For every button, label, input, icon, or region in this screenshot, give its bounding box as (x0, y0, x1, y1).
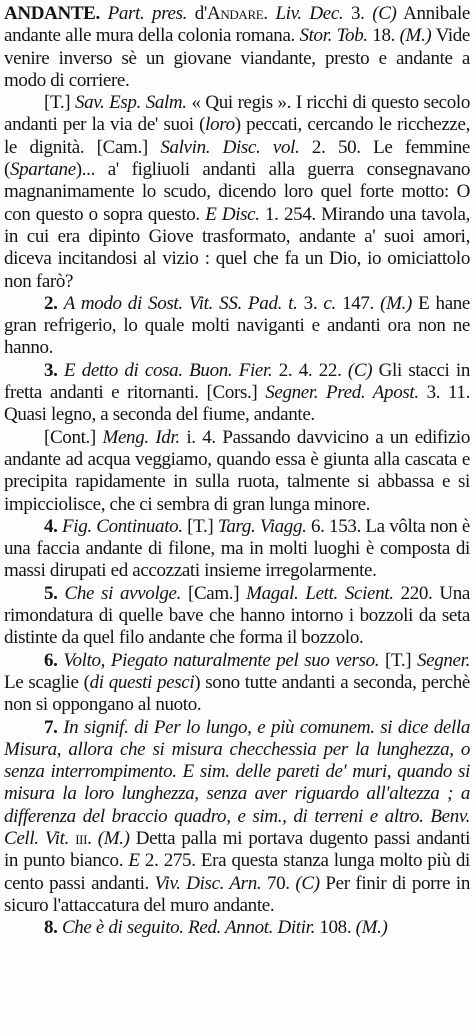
entry-text: 70. (261, 872, 296, 894)
citation-source-text: E detto di cosa. Buon. Fier. (64, 359, 273, 381)
entry-text: 1. 254. Mirando una tavola, in cui era dipinto Giove trasformato, andante a' suoi amori, diceva incitandosi al vizio : quel che fa un Dio, io omiciattolo non farò? (4, 203, 470, 292)
entry-text: 2. 275. Era questa stanza lunga molto più di cento passi andanti. (4, 850, 470, 894)
sense-2-paragraph (4, 293, 470, 360)
citation-source-text: Targ. Viagg. (217, 515, 307, 537)
entry-text: ) peccati, cercando le ricchezze, le dignità. [Cam.] (4, 114, 470, 158)
entry-text: [T.] (44, 92, 75, 114)
entry-text: Andare. (206, 3, 268, 24)
sense-number: 3. (44, 359, 64, 381)
citation-source-text: Spartane (9, 159, 76, 181)
citation-source-text: Viv. Disc. Arn. (154, 872, 262, 894)
citation-source-text: Liv. Dec. (267, 3, 344, 24)
entry-text: Detta palla mi portava dugento passi andanti in punto bianco. (4, 827, 470, 872)
citation-source-text: E Disc. (205, 203, 260, 225)
citation-source-text: (M.) (97, 827, 130, 849)
entry-text: Vide venire inverso sè un giovane viandante, presto e andante a modo di corriere. (4, 25, 470, 91)
citation-source-text: c. (323, 292, 336, 314)
entry-text: 2. 50. Le femmine ( (4, 136, 470, 181)
citation-source-text: Segner. (417, 649, 470, 671)
headword-paragraph (4, 3, 470, 92)
citation-source-text: Segner. Pred. Apost. (265, 382, 419, 404)
citation-source-text: (M.) (355, 917, 388, 939)
sense-number: 6. (44, 649, 64, 671)
entry-text: 3. (297, 292, 324, 314)
entry-text: 108. (314, 917, 356, 939)
entry-text: 2. 4. 22. (272, 359, 348, 381)
entry-text: 147. (335, 292, 381, 314)
citation-source-text: Sav. Esp. Salm. (74, 92, 187, 114)
citation-source-text: Stor. Tob. (299, 25, 368, 47)
sense-number: 5. (44, 582, 65, 604)
dictionary-entry-andante (4, 3, 470, 939)
citation-source-text: Volto, Piegato naturalmente pel suo verso. (63, 649, 380, 671)
entry-text: 220. Una rimondatura di quelle bave che hanno intorno i bozzoli da seta distinte da quel filo andante che forma il bozzolo. (4, 582, 470, 649)
entry-text: [Cam.] (181, 582, 247, 604)
citation-source-text: di questi pesci (89, 671, 195, 693)
entry-text: 3. (343, 3, 373, 24)
citation-source-text: Che si avvolge. (64, 582, 182, 604)
sense-4-paragraph (4, 516, 470, 583)
sense-6-paragraph (4, 650, 470, 717)
citation-source-text: Che è di seguito. Red. Annot. Ditir. (61, 917, 315, 939)
entry-text: [Cont.] (44, 426, 103, 448)
citation-source-text: Meng. Idr. (102, 426, 180, 448)
entry-text: ) sono tutte andanti a seconda, perchè non si oppongano al nuoto. (4, 671, 470, 716)
entry-text: Gli stacci in fretta andanti e ritornanti. [Cors.] (4, 359, 470, 404)
entry-text: d' (187, 3, 207, 24)
sense-number: 7. (44, 716, 64, 738)
citation-source-text: In signif. di Per lo lungo, e più comunem. si dice della Misura, allora che si misura checchessia per la lunghezza, o senza interrompimento. E sim. delle pareti de' muri, quando si misura la loro lunghezza, senza aver riguardo all'altezza ; a differenza del braccio quadro, e sim., di terreni e altro. Benv. Cell. Vit. (4, 716, 470, 849)
entry-text: i. 4. Passando davvicino a un edifizio andante ad acqua veggiamo, quando essa è giunta alla cascata e precipita rapidamente in sulla ruota, talmente si abbassa e si impicciolisce, che ci sembra di gran lunga minore. (4, 426, 470, 515)
citation-source-text: (C) (347, 359, 373, 381)
sense-3-paragraph (4, 360, 470, 427)
entry-text: E hane gran refrigerio, lo quale molti naviganti e andanti ora non ne hanno. (4, 292, 471, 359)
sense-number: 4. (44, 515, 63, 537)
entry-text: 3. 11. Quasi legno, a seconda del fiume, andante. (4, 382, 470, 426)
citation-source-text: loro (205, 114, 235, 136)
entry-text: 6. 153. La vôlta non è una faccia andante di filone, ma in molti luoghi è composta di massi dirupati ed accozzati insieme irregolarmente. (4, 515, 470, 582)
entry-text: Per finir di porre in sicuro l'attaccatura del muro andante. (4, 872, 470, 916)
citation-source-text: (C) (372, 3, 397, 24)
citation-source-text: (M.) (399, 25, 432, 47)
entry-text: Annibale andante alle mura della colonia romana. (4, 3, 470, 47)
citation-source-text: Fig. Continuato. (62, 515, 183, 537)
citation-source-text: Salvin. Disc. vol. (160, 136, 300, 158)
citation-paragraph (4, 92, 470, 293)
citation-source-text: Magal. Lett. Scient. (246, 582, 394, 604)
entry-text: 18. (367, 25, 400, 47)
sense-8-paragraph (4, 917, 470, 939)
citation-source-text: (M.) (380, 292, 412, 314)
citation-source-text: Part. pres. (99, 3, 188, 24)
sense-number: 8. (44, 917, 62, 939)
entry-text: [T.] (182, 515, 218, 537)
entry-text: « Qui regis ». I ricchi di questo secolo andanti per la via de' suoi ( (4, 92, 470, 136)
sense-5-paragraph (4, 583, 470, 650)
citation-paragraph (4, 427, 470, 516)
entry-text: [T.] (379, 649, 418, 671)
entry-text: )... a' figliuoli andanti alla guerra consegnavano magnanimamente lo scudo, dicendo loro quel forte motto: O con questo o sopra questo. (4, 159, 470, 225)
entry-text: Le scaglie ( (4, 671, 90, 693)
entry-text: iii. (68, 827, 98, 849)
citation-source-text: A modo di Sost. Vit. SS. Pad. t. (63, 292, 298, 314)
headword: ANDANTE. (4, 3, 100, 24)
sense-number: 2. (44, 292, 64, 314)
sense-7-paragraph (4, 717, 470, 918)
citation-source-text: E (128, 850, 140, 872)
citation-source-text: (C) (295, 872, 320, 894)
